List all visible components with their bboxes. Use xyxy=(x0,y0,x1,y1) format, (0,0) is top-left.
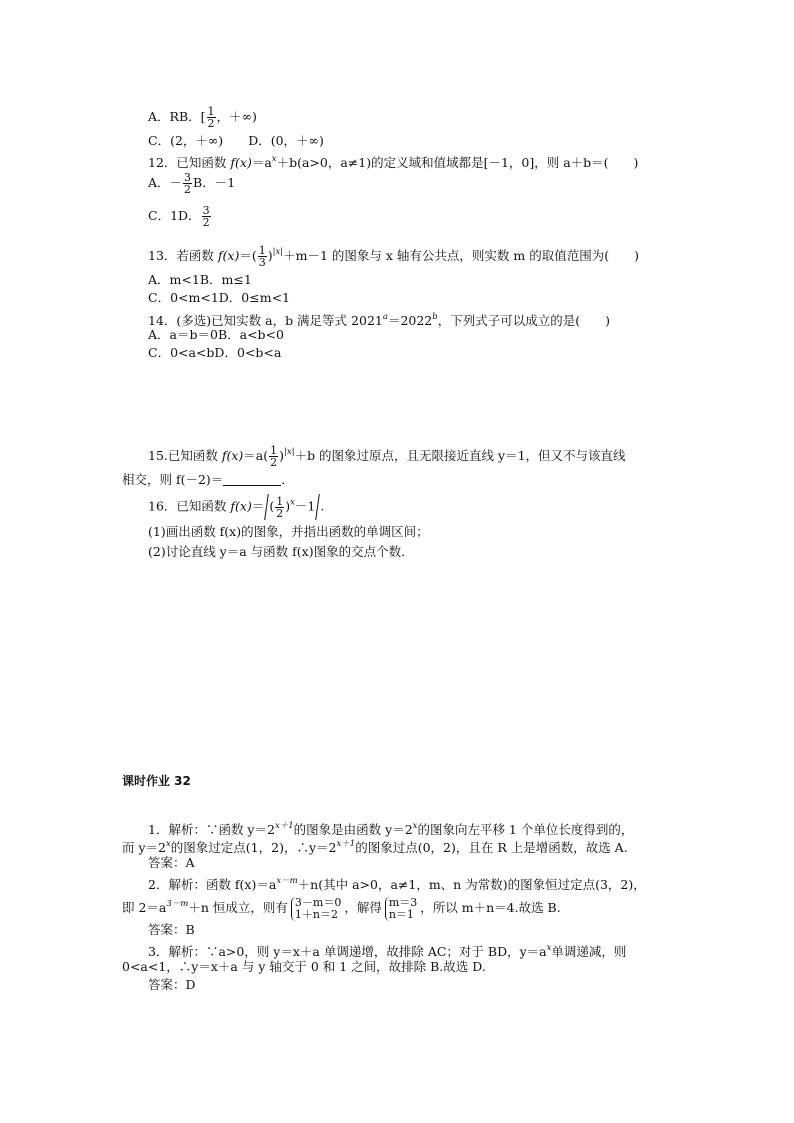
q13-option-c: C．0<m<1 xyxy=(148,290,219,305)
q16-part-1: (1)画出函数 f(x)的图象，并指出函数的单调区间； xyxy=(148,524,429,539)
answer-3-result: 答案：D xyxy=(148,977,196,992)
q11-option-d: D．(0，＋∞) xyxy=(248,133,324,148)
q12-options-ab xyxy=(148,172,235,195)
q11-options-cd xyxy=(148,133,324,149)
q13-fraction: $\frac{1}{3}$ xyxy=(258,244,266,269)
section-title: 课时作业 32 xyxy=(122,774,191,788)
q16-fraction: $\frac{1}{2}$ xyxy=(276,494,284,520)
answer-1-line1: 1．解析：∵函数 $y=2^{x+1}$的图象是由函数 $y=2^x$的图象向左平移 1 个单位长度得到的， xyxy=(148,821,634,837)
answer-3-line2: 0<a<1，∴y＝x＋a 与 y 轴交于 0 和 1 之间，故排除 B.故选 D. xyxy=(122,959,486,974)
q15-fraction: $\frac{1}{2}$ xyxy=(270,444,278,469)
q14-options-cd xyxy=(148,345,281,361)
q12-stem: 12．已知函数 $f(x)=a^x+b(a>0$，a≠1)的定义域和值域都是[－1，0]，则 a＋b＝( ) xyxy=(148,154,639,170)
q12-option-d: D． xyxy=(178,208,201,223)
q11-option-b-prefix: B．[ xyxy=(178,109,206,124)
answer-1-line2: 而 $y=2^x$的图象过定点(1，2)，$\therefore y=2^{x+1}$的图象过点(0，2)，且在 R 上是增函数，故选 A. xyxy=(122,839,628,855)
q12-options-cd xyxy=(148,205,212,228)
q13-option-b: B．m≤1 xyxy=(199,272,252,287)
q12-option-d-fraction: $\frac{3}{2}$ xyxy=(202,204,210,229)
q13-options-ab xyxy=(148,272,252,288)
q13-option-d: D．0≤m<1 xyxy=(218,290,291,305)
q12-option-c: C．1 xyxy=(148,208,179,223)
equation-system-1: 3－m＝0 1＋n＝2 xyxy=(291,897,341,921)
q16-part-2: (2)讨论直线 y＝a 与函数 f(x)图象的交点个数． xyxy=(148,544,414,559)
answer-2-result: 答案：B xyxy=(148,922,195,937)
q14-option-d: D．0<b<a xyxy=(214,345,282,360)
q14-option-b: B．a<b<0 xyxy=(217,327,284,342)
q14-options-ab xyxy=(148,327,284,343)
q11-option-b-suffix: ，＋∞) xyxy=(216,109,257,124)
q11-option-b-fraction: $\frac{1}{2}$ xyxy=(207,105,215,130)
q11-option-c: C．(2，＋∞) xyxy=(148,133,224,148)
q14-option-a: A．a＝b＝0 xyxy=(148,327,218,342)
equation-system-2: m＝3 n＝1 xyxy=(385,897,417,921)
q13-option-a: A．m<1 xyxy=(148,272,200,287)
answer-1-result: 答案：A xyxy=(148,855,195,870)
q11-option-a: A．R xyxy=(148,109,179,124)
q12-option-b: B．－1 xyxy=(193,175,236,190)
answer-2-line1: 2．解析：函数 $f(x)=a^{x-m}+n$(其中 a>0，a≠1，m、n 为常数)的图象恒过定点(3，2)， xyxy=(148,876,646,892)
q16-stem: 16．已知函数 f(x)＝ ( $\frac{1}{2}$ )$^x$－1 . xyxy=(148,494,325,520)
q12-option-a-fraction: $\frac{3}{2}$ xyxy=(184,171,192,196)
q13-options-cd xyxy=(148,290,290,306)
answer-2-line2: 即 $2=a^{3-m}+n$ 恒成立，则有 3－m＝0 1＋n＝2 ，解得 m＝3 n＝1 ，所以 m＋n＝4.故选 B. xyxy=(122,895,561,921)
q15-stem-line2: 相交，则 f(－2)＝ ． xyxy=(122,472,294,487)
q13-stem: 13．若函数 f(x)＝( $\frac{1}{3}$ )$^{|x|}$＋m－1 的图象与 x 轴有公共点，则实数 m 的取值范围为( ) xyxy=(148,244,639,269)
q15-stem: 15.已知函数 f(x)＝a( $\frac{1}{2}$ )$^{|x|}$＋b 的图象过原点，且无限接近直线 y＝1，但又不与该直线 xyxy=(148,444,626,469)
q15-answer-blank[interactable] xyxy=(223,474,281,486)
answer-3-line1: 3．解析：∵a>0，则 y＝x＋a 单调递增，故排除 AC；对于 BD，$y=a^x$单调递减，则 xyxy=(148,943,627,959)
q14-option-c: C．0<a<b xyxy=(148,345,215,360)
q11-options-ab xyxy=(148,106,257,129)
q12-option-a: A．－ xyxy=(148,175,183,190)
q14-stem: 14．(多选)已知实数 a，b 满足等式 $2021^a=2022^b$，下列式子可以成立的是( ) xyxy=(148,312,610,328)
